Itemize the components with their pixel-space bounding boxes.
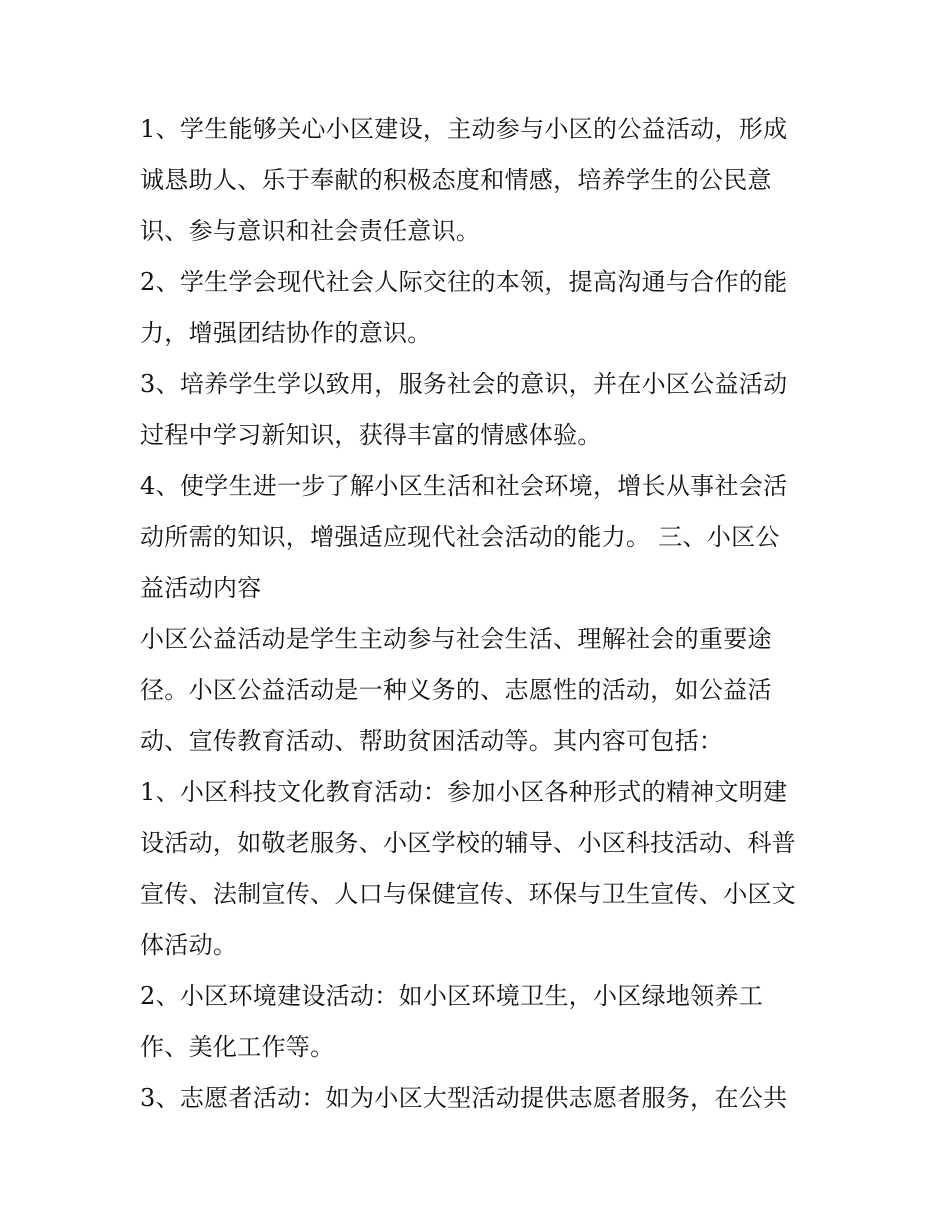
text-line: 4、使学生进一步了解小区生活和社会环境，增长从事社会活 xyxy=(140,472,788,500)
text-line: 动、宣传教育活动、帮助贫困活动等。其内容可包括： xyxy=(140,727,724,755)
text-line: 作、美化工作等。 xyxy=(140,1033,335,1061)
text-line: 诚恳助人、乐于奉献的积极态度和情感，培养学生的公民意 xyxy=(140,166,772,194)
text-line: 2、学生学会现代社会人际交往的本领，提高沟通与合作的能 xyxy=(140,268,788,296)
text-line: 宣传、法制宣传、人口与保健宣传、环保与卫生宣传、小区文 xyxy=(140,880,797,908)
text-line: 识、参与意识和社会责任意识。 xyxy=(140,217,481,245)
text-line: 设活动，如敬老服务、小区学校的辅导、小区科技活动、科普 xyxy=(140,829,797,857)
text-line: 1、学生能够关心小区建设，主动参与小区的公益活动，形成 xyxy=(140,115,788,143)
text-line: 3、志愿者活动：如为小区大型活动提供志愿者服务，在公共 xyxy=(140,1084,788,1112)
text-line: 过程中学习新知识，获得丰富的情感体验。 xyxy=(140,421,602,449)
text-line: 力，增强团结协作的意识。 xyxy=(140,319,432,347)
text-line: 体活动。 xyxy=(140,931,238,959)
text-line: 益活动内容 xyxy=(140,574,262,602)
text-line: 1、小区科技文化教育活动：参加小区各种形式的精神文明建 xyxy=(140,778,788,806)
text-line: 径。小区公益活动是一种义务的、志愿性的活动，如公益活 xyxy=(140,676,772,704)
text-line: 2、小区环境建设活动：如小区环境卫生，小区绿地领养工 xyxy=(140,982,764,1010)
text-line: 小区公益活动是学生主动参与社会生活、理解社会的重要途 xyxy=(140,625,772,653)
document-body xyxy=(140,104,820,1124)
text-line: 3、培养学生学以致用，服务社会的意识，并在小区公益活动 xyxy=(140,370,788,398)
text-line: 动所需的知识，增强适应现代社会活动的能力。 三、小区公 xyxy=(140,523,780,551)
